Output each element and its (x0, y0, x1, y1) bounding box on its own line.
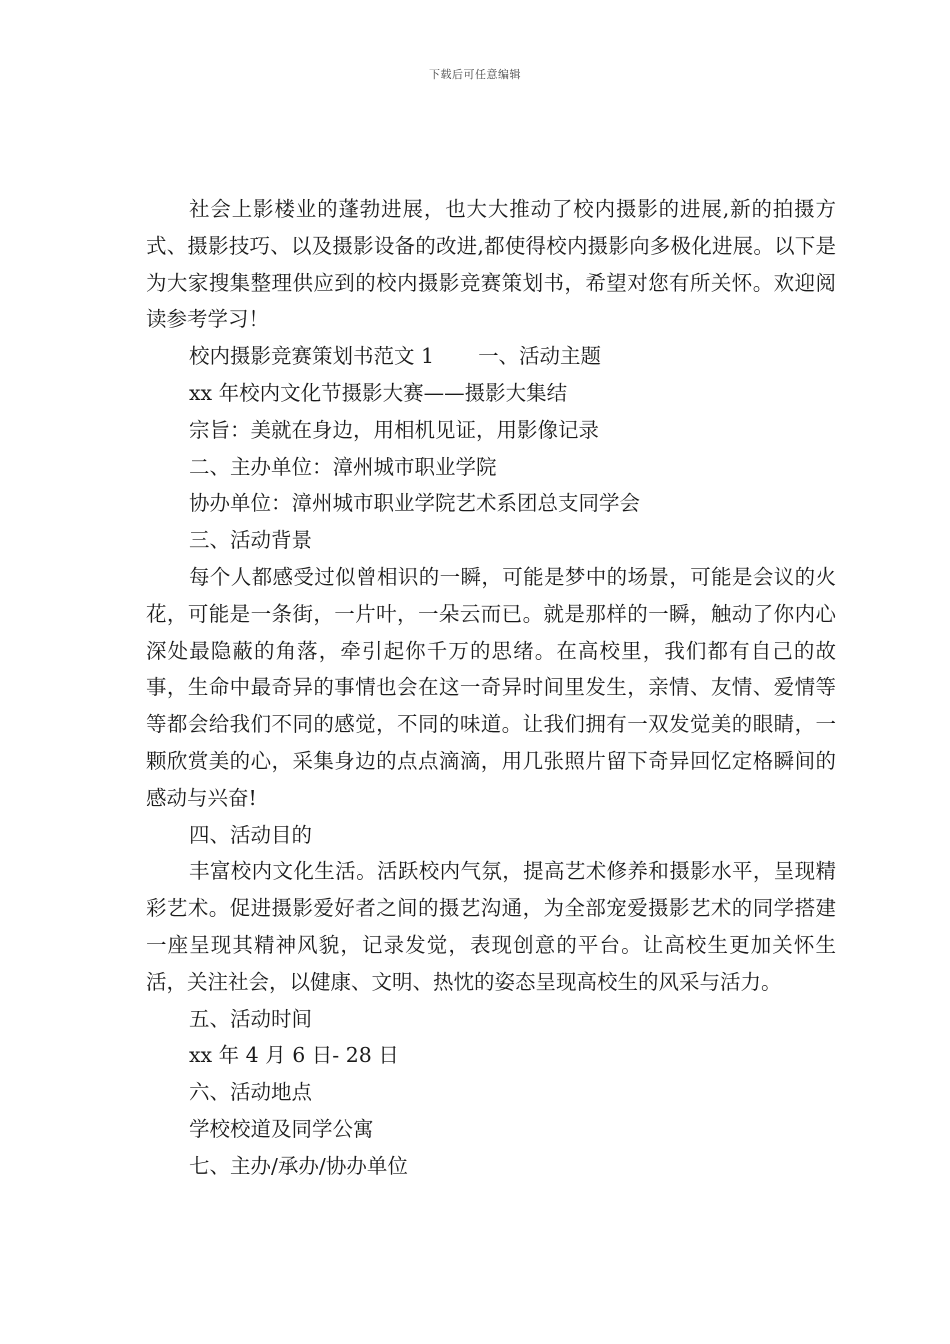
theme-text: xx 年校内文化节摄影大赛——摄影大集结 (189, 380, 568, 405)
purpose-text: 宗旨：美就在身边，用相机见证，用影像记录 (189, 417, 599, 442)
document-title: 校内摄影竞赛策划书范文 1 (189, 344, 435, 369)
section-heading-theme: 一、活动主题 (478, 344, 602, 369)
document-body (146, 191, 836, 1185)
section-heading-background: 三、活动背景 (189, 528, 312, 553)
section-heading-objective: 四、活动目的 (189, 822, 312, 847)
background-paragraph: 每个人都感受过似曾相识的一瞬，可能是梦中的场景，可能是会议的火花，可能是一条街，一片叶，一朵云而已。就是那样的一瞬，触动了你内心深处最隐蔽的角落，牵引起你千万的思绪。在高校里，我们都有自己的故事，生命中最奇异的事情也会在这一奇异时间里发生，亲情、友情、爱情等等都会给我们不同的感觉，不同的味道。让我们拥有一双发觉美的眼睛，一颗欣赏美的心，采集身边的点点滴滴，用几张照片留下奇异回忆定格瞬间的感动与兴奋! (146, 564, 836, 810)
title-line (146, 338, 836, 375)
location-text: 学校校道及同学公寓 (189, 1116, 374, 1141)
co-organizer-text: 协办单位：漳州城市职业学院艺术系团总支同学会 (189, 491, 640, 516)
section-heading-time: 五、活动时间 (189, 1006, 312, 1031)
section-heading-units: 七、主办/承办/协办单位 (189, 1153, 408, 1178)
objective-paragraph: 丰富校内文化生活。活跃校内气氛，提高艺术修养和摄影水平，呈现精彩艺术。促进摄影爱好者之间的摄艺沟通，为全部宠爱摄影艺术的同学搭建一座呈现其精神风貌，记录发觉，表现创意的平台。让高校生更加关怀生活，关注社会，以健康、文明、热忱的姿态呈现高校生的风采与活力。 (146, 859, 836, 994)
time-text: xx 年 4 月 6 日- 28 日 (189, 1043, 399, 1068)
section-heading-organizer: 二、主办单位：漳州城市职业学院 (189, 454, 497, 479)
section-heading-location: 六、活动地点 (189, 1080, 312, 1105)
page-header: 下载后可任意编辑 (429, 68, 521, 81)
intro-paragraph: 社会上影楼业的蓬勃进展，也大大推动了校内摄影的进展,新的拍摄方式、摄影技巧、以及摄影设备的改进,都使得校内摄影向多极化进展。以下是为大家搜集整理供应到的校内摄影竞赛策划书，希望对您有所关怀。欢迎阅读参考学习！ (146, 197, 836, 332)
